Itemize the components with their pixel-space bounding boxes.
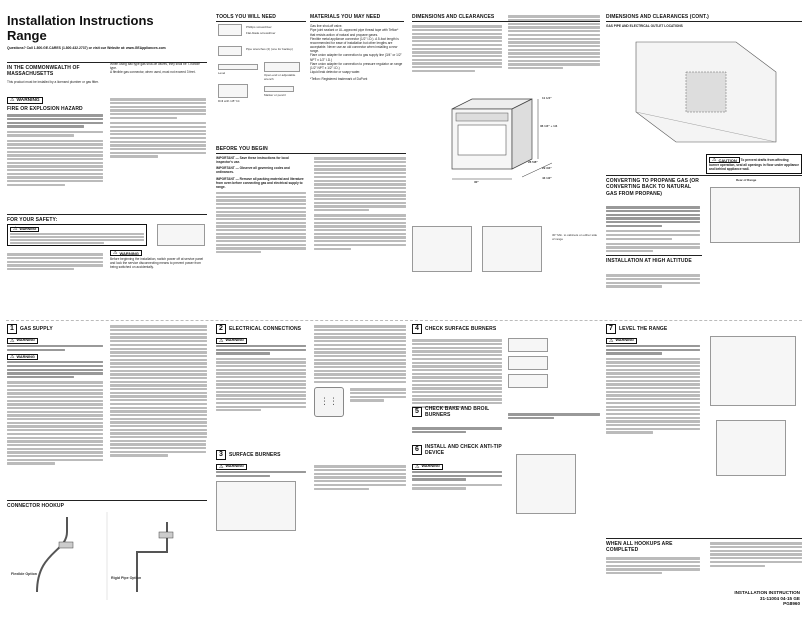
before-begin-section (216, 146, 406, 189)
massachusetts-bullet: A flexible gas connector, when used, must not exceed 3 feet. (110, 70, 196, 75)
warning-badge: ⚠ WARNING (10, 227, 39, 232)
step-number: 7 (606, 324, 616, 334)
questions-line: Questions? Call 1.800.GE.CARES (1.800.432.2737) or visit our Website at: www.GEAppliances.com (7, 45, 166, 50)
massachusetts-bullet: This product must be installed by a licensed plumber or gas fitter. (7, 80, 99, 84)
installation-note-column (110, 97, 206, 159)
page-title: Installation Instructions Range (7, 13, 154, 43)
open-end-wrench-sketch (264, 62, 300, 72)
footer (734, 590, 800, 607)
power-warning-text: Before beginning the installation, switch power off at service panel and lock the service disconnecting means to prevent power from being switched on accidentally. (110, 257, 204, 270)
step-title: SURFACE BURNERS (229, 451, 281, 458)
important-note: IMPORTANT — Remove all packing material and literature from oven before connecting gas and electrical supply to range. (216, 176, 304, 189)
fire-warning-column (7, 97, 103, 188)
materials-item: Flexible metal appliance connector (1/2" I.D.). A 5-foot length is recommended for ease of installation but other lengths are acceptable. Never use an old connector when installing a new range. (310, 36, 399, 54)
step-check-bake-broil (412, 406, 600, 419)
tools-title: TOOLS YOU WILL NEED (216, 14, 276, 20)
height-label: 36 1/4" + 1/4 (540, 124, 558, 128)
step-check-surface-burners (412, 324, 600, 334)
before-begin-text-col2 (314, 156, 406, 251)
step-level-range (606, 324, 802, 344)
step-number: 4 (412, 324, 422, 334)
step-title: CHECK BAKE AND BROIL BURNERS (425, 406, 490, 419)
anti-tip-bracket-sketch (516, 454, 576, 514)
fire-hazard-title: FIRE OR EXPLOSION HAZARD (7, 106, 83, 112)
step-title: GAS SUPPLY (20, 325, 53, 332)
flame-sketch (508, 374, 548, 388)
connector-diagram (7, 512, 207, 600)
dimensions-section (412, 14, 600, 241)
materials-item: Flare union adapter for connection to pressure regulator on range (1/2" NPT x 1/2" I.D.) (310, 61, 403, 70)
fire-warning-text (7, 114, 103, 186)
flame-sketch (508, 338, 548, 352)
safety-section (7, 214, 207, 233)
dimensions-cont-section (606, 14, 802, 172)
page-fold (6, 320, 802, 321)
flame-examples (508, 338, 600, 388)
cabinet-clearance-sketch (482, 226, 542, 272)
flexible-option-label: Flexible Option (11, 572, 37, 576)
depth-label: 29 3/4" (542, 166, 552, 170)
drill-sketch (218, 84, 248, 98)
cabinet-clearance-sketch (412, 226, 472, 272)
tool-label: Open-end or adjustable wrench (264, 73, 296, 81)
dimensions-text-col2 (508, 14, 600, 71)
tool-label: Phillips screwdriver (246, 25, 272, 29)
important-note: IMPORTANT — Save these instructions for local inspector's use. (216, 156, 289, 165)
footer-code: PG8960 (783, 601, 800, 607)
cabinet-clearance-label: 30" Min. to cabinets on either side of range (552, 233, 598, 241)
outlet-sketches (314, 387, 406, 417)
rigid-option-label: Rigid Pipe Option (111, 576, 142, 580)
materials-title: MATERIALS YOU MAY NEED (310, 14, 381, 20)
propane-title: CONVERTING TO PROPANE GAS (OR CONVERTING BACK TO NATURAL GAS FROM PROPANE) (606, 178, 699, 197)
burner-cross-section-sketch (216, 481, 296, 531)
level-sketch (218, 64, 258, 70)
width-label: 30" (474, 180, 479, 184)
connector-title: CONNECTOR HOOKUP (7, 503, 65, 509)
warning-badge: ⚠ WARNING (606, 338, 637, 344)
before-begin-title: BEFORE YOU BEGIN (216, 146, 268, 152)
caution-box (706, 154, 802, 174)
step-title: INSTALL AND CHECK ANTI-TIP DEVICE (425, 444, 502, 457)
power-warning (110, 250, 206, 269)
warning-badge: ⚠ WARNING (7, 338, 38, 344)
massachusetts-title: IN THE COMMONWEALTH OF MASSACHUSETTS (7, 65, 80, 78)
rear-of-range-label: Rear of Range (736, 178, 757, 182)
hookups-title: WHEN ALL HOOKUPS ARE COMPLETED (606, 541, 673, 554)
step-title: LEVEL THE RANGE (619, 325, 668, 332)
step-title: CHECK SURFACE BURNERS (425, 325, 497, 332)
step-surface-burners (216, 450, 406, 470)
tools-section (216, 14, 306, 103)
altitude-title: INSTALLATION AT HIGH ALTITUDE (606, 258, 692, 264)
pipe-location-diagram (616, 32, 796, 152)
flame-sketch (508, 356, 548, 370)
massachusetts-bullet: When using ball type gas shut-off valves, they shall be T-handle type. (110, 62, 200, 71)
backguard-label: 11 1/4" (542, 96, 552, 100)
step-number: 1 (7, 324, 17, 334)
step-number: 6 (412, 445, 422, 455)
propane-section (606, 175, 802, 264)
level-range-sketch (710, 336, 796, 406)
step-number: 3 (216, 450, 226, 460)
dimensions-cont-title: DIMENSIONS AND CLEARANCES (CONT.) (606, 14, 709, 20)
connector-hookup-section (7, 500, 207, 580)
leveling-leg-sketch (716, 420, 786, 476)
footer-doc-number: 31-11004 04-15 GE (759, 595, 800, 601)
range-drawing (442, 89, 562, 189)
materials-item: Flare union adapter for connection to gas supply line (3/4" or 1/2" NPT x 1/2" I.D.) (310, 53, 402, 62)
header (7, 14, 207, 50)
safety-title: FOR YOUR SAFETY: (7, 217, 58, 223)
warning-badge: ⚠ WARNING (7, 354, 38, 360)
caution-text: To prevent drafts from affecting burner operation, seal all openings in floor under appliance and behind appliance wall. (709, 157, 799, 172)
materials-item: Liquid leak detector or soapy water. (310, 69, 361, 74)
dimensions-text (412, 24, 502, 73)
warning-badge: ⚠ WARNING (7, 97, 43, 104)
materials-item: Pipe joint sealant or UL-approved pipe thread tape with Teflon* that resists action of natural and propane gases. (310, 28, 399, 37)
wrench-sketch (218, 46, 242, 56)
warning-badge: ⚠ WARNING (216, 338, 247, 344)
materials-item: *Teflon: Registered trademark of DuPont (310, 77, 368, 82)
marker-sketch (264, 86, 294, 92)
massachusetts-section (7, 62, 207, 84)
pipe-outlet-subtitle: GAS PIPE AND ELECTRICAL OUTLET LOCATIONS (606, 24, 683, 29)
gas-valve-sketch (157, 224, 205, 246)
warning-badge: ⚠ WARNING (110, 250, 142, 256)
step-number: 5 (412, 407, 422, 417)
depth2-label: 28 5/8" (528, 160, 538, 164)
important-note: IMPORTANT — Observe all governing codes and ordinances. (216, 166, 290, 175)
materials-item: Gas line shut-off valve. (310, 24, 343, 29)
range-dimensions-diagram (442, 89, 562, 189)
dimensions-title: DIMENSIONS AND CLEARANCES (412, 14, 495, 20)
step-electrical (216, 324, 406, 407)
hookups-section (606, 538, 802, 554)
tool-label: Level (218, 71, 226, 75)
door-open-label: 43 1/2" (542, 176, 552, 180)
screwdriver-sketch (218, 24, 242, 36)
tool-label: Drill with 1/8" bit (218, 99, 240, 103)
tool-label: Marker or pencil (264, 93, 286, 97)
warning-badge: ⚠ WARNING (412, 464, 443, 470)
outlet-icon: ⋮⋮ (314, 387, 344, 417)
materials-section (310, 14, 404, 81)
tool-label: Pipe wrenches (2) (one for backup) (246, 47, 293, 51)
step-anti-tip (412, 444, 600, 470)
footer-label: INSTALLATION INSTRUCTION (734, 590, 800, 595)
safety-warning-box (7, 224, 147, 246)
step-title: ELECTRICAL CONNECTIONS (229, 325, 302, 332)
gas-supply-col2-text (110, 324, 206, 458)
warning-badge: ⚠ WARNING (216, 464, 247, 470)
tool-label: Flat-blade screwdriver (246, 31, 276, 35)
caution-badge: ⚠ CAUTION (709, 157, 740, 163)
step-number: 2 (216, 324, 226, 334)
rear-of-range-sketch (710, 187, 800, 243)
before-begin-text (216, 192, 306, 253)
